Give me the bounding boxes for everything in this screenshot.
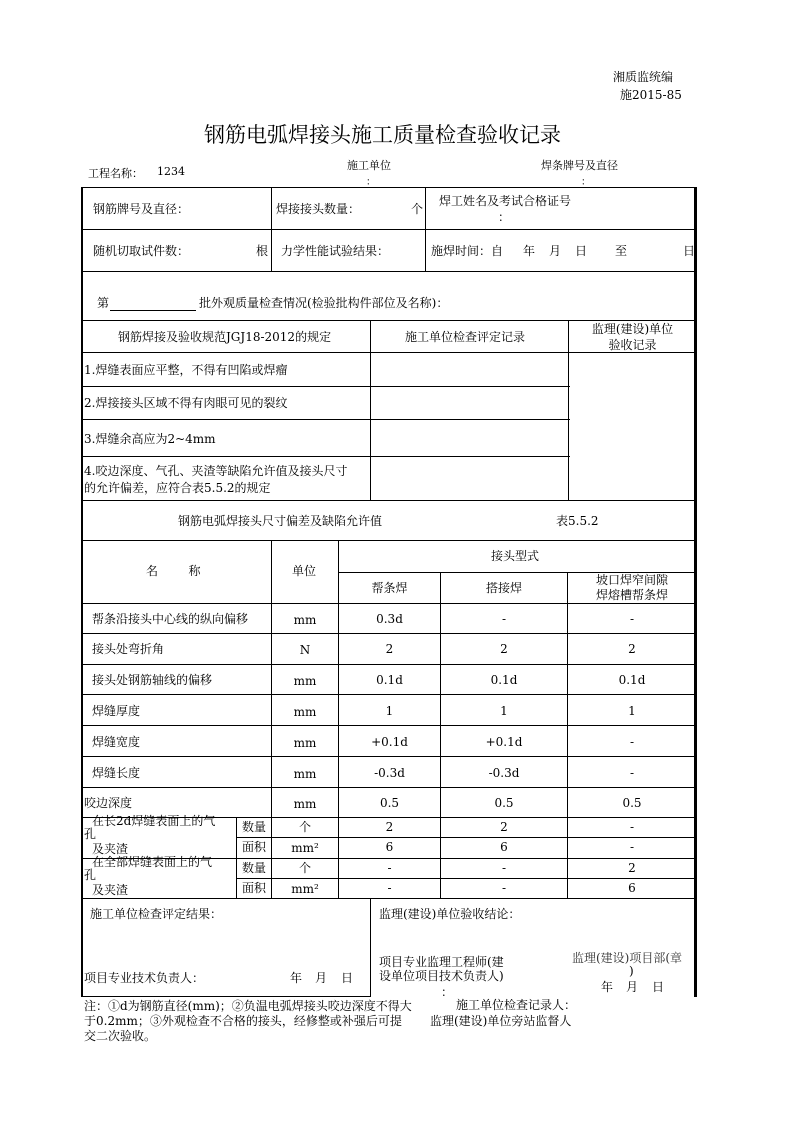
joint-type-header: 接头型式 [491,549,540,563]
form-code: 施2015-85 [620,88,682,102]
tol-row-3-name: 接头处钢筋轴线的偏移 [92,673,213,687]
tol-row-1-unit: mm [293,613,317,627]
pore-r2-v1: 6 [385,840,394,854]
weld-day-end: 日 [683,244,696,258]
tol-row-7-unit: mm [293,797,317,811]
supervision-signer-line1: 项目专业监理工程师(建 [379,955,504,969]
tol-row-3-v2: 0.1d [490,673,518,687]
tol-row-2-v1: 2 [385,642,394,656]
pore-group-1-line2: 孔 [84,827,97,841]
tolerance-table-no: 表5.5.2 [556,514,599,528]
supervision-conclusion-title: 监理(建设)单位验收结论： [379,907,521,921]
construction-result-title: 施工单位检查评定结果： [90,907,223,921]
weld-day: 日 [575,244,588,258]
form-org: 湘质监统编 [613,70,674,84]
pore-r4-unit: mm² [291,882,319,896]
pore-r3-v2: - [501,861,507,875]
sample-count-unit: 根 [256,244,269,258]
tol-row-2-v3: 2 [628,642,636,656]
pore-r2-v3: - [629,840,635,854]
unit-label: 施工单位 [347,159,391,172]
tol-row-6-v3: - [629,766,635,780]
pore-r4-sub: 面积 [241,881,266,895]
joint-count-label: 焊接接头数量： [276,202,361,216]
pore-r2-sub: 面积 [241,840,266,854]
tol-row-6-name: 焊缝长度 [92,766,141,780]
welder-label: 焊工姓名及考试合格证号 [439,194,572,208]
weld-year: 年 [523,244,536,258]
tol-row-5-name: 焊缝宽度 [92,735,141,749]
project-value: 1234 [157,165,185,178]
tol-row-4-v1: 1 [385,704,394,718]
pore-r3-sub: 数量 [241,861,266,875]
pore-r2-v2: 6 [500,840,508,854]
construction-signer-label: 项目专业技术负责人： [84,971,205,985]
note-line-1: 注：①d为钢筋直径(mm)；②负温电弧焊接头咬边深度不得大 [84,999,412,1013]
batch-number-blank [110,310,196,311]
tol-row-2-unit: N [299,643,311,657]
construction-sign-day: 日 [341,971,354,985]
construction-header: 施工单位检查评定记录 [405,330,526,344]
pore-r4-v2: - [501,881,507,895]
pore-r1-sub: 数量 [241,820,266,834]
pore-group-2-line3: 及夹渣 [92,883,129,897]
page-title: 钢筋电弧焊接头施工质量检查验收记录 [204,123,561,147]
tol-row-4-name: 焊缝厚度 [92,704,141,718]
tol-row-5-v3: - [629,735,635,749]
check-item-4-line1: 4.咬边深度、气孔、夹渣等缺陷允许值及接头尺寸 [84,464,348,478]
supervision-sign-month: 月 [626,980,639,994]
supervision-header-line1: 监理(建设)单位 [591,322,674,336]
tol-row-3-v3: 0.1d [618,673,646,687]
tol-row-6-v2: -0.3d [488,766,520,780]
joint-count-unit: 个 [411,202,424,216]
pore-r3-unit: 个 [298,861,311,875]
tol-row-6-unit: mm [293,767,317,781]
tol-row-5-unit: mm [293,736,317,750]
note-line-2: 于0.2mm；③外观检查不合格的接头，经修整或补强后可提 [84,1014,402,1028]
construction-sign-year: 年 [290,971,303,985]
tol-row-1-name: 帮条沿接头中心线的纵向偏移 [92,612,249,626]
tol-row-3-v1: 0.1d [376,673,403,687]
supervision-signer-line2: 设单位项目技术负责人) [379,969,504,983]
pore-r1-v2: 2 [500,820,508,834]
pore-r3-v1: - [387,861,392,875]
recorder-label: 施工单位检查记录人： [456,998,577,1012]
weld-to: 至 [615,244,628,258]
pore-r2-unit: mm² [291,841,319,855]
tol-row-1-v2: - [501,612,507,626]
tol-row-7-name: 咬边深度 [84,796,133,810]
pore-r1-unit: 个 [298,820,311,834]
check-item-2: 2.焊接接头区域不得有肉眼可见的裂纹 [84,396,288,410]
tol-row-4-v3: 1 [628,704,636,718]
unit-colon: ： [366,177,376,188]
spec-header: 钢筋焊接及验收规范JGJ18-2012的规定 [118,330,332,344]
note-line-3: 交二次验收。 [84,1029,157,1043]
tol-row-7-v1: 0.5 [379,796,400,810]
col-pokou-header-1: 坡口焊窄间隙 [595,573,668,587]
rod-colon: ： [581,177,591,188]
tol-row-2-v2: 2 [500,642,508,656]
pore-r3-v3: 2 [628,861,636,875]
tol-row-7-v2: 0.5 [494,796,514,810]
supervision-sign-day: 日 [652,980,665,994]
pore-r4-v1: - [387,881,392,895]
weld-time-label: 施焊时间：自 [431,244,504,258]
mech-result-label: 力学性能试验结果： [281,244,390,258]
tol-row-3-unit: mm [293,674,317,688]
welder-colon: ： [498,210,511,224]
construction-sign-month: 月 [315,971,328,985]
tol-row-5-v1: +0.1d [371,735,408,749]
tol-name-header: 名 称 [146,564,201,578]
tol-row-1-v3: - [629,612,635,626]
supervision-sign-year: 年 [601,980,614,994]
rod-label: 焊条牌号及直径 [541,159,618,172]
col-dajie-header: 搭接焊 [485,581,522,595]
sample-count-label: 随机切取试件数： [93,244,190,258]
pore-group-2-line1: 在全部焊缝表面上的气 [92,855,213,869]
batch-description: 批外观质量检查情况(检验批构件部位及名称)： [199,296,449,310]
tol-row-1-v1: 0.3d [376,612,403,626]
check-item-1: 1.焊缝表面应平整，不得有凹陷或焊瘤 [84,363,288,377]
pore-group-1-line1: 在长2d焊缝表面上的气 [92,814,216,828]
tol-row-7-v3: 0.5 [622,796,642,810]
col-bangtiao-header: 帮条焊 [371,581,408,595]
supervision-header-line2: 验收记录 [608,338,657,352]
check-item-4-line2: 的允许偏差，应符合表5.5.2的规定 [84,481,271,495]
check-item-3: 3.焊缝余高应为2~4mm [84,432,216,446]
steel-grade-label: 钢筋牌号及直径： [93,202,190,216]
supervision-signer-colon: ： [441,985,454,999]
tol-row-2-name: 接头处弯折角 [92,642,165,656]
supervision-seal-close: ) [629,964,634,978]
tol-unit-header: 单位 [292,564,317,578]
tol-row-4-v2: 1 [500,704,508,718]
tol-row-5-v2: +0.1d [485,735,523,749]
pore-r1-v1: 2 [385,820,394,834]
tolerance-title: 钢筋电弧焊接头尺寸偏差及缺陷允许值 [178,514,383,528]
tol-row-4-unit: mm [293,705,317,719]
batch-prefix: 第 [97,296,110,310]
col-pokou-header-2: 焊熔槽帮条焊 [595,588,668,602]
tol-row-6-v1: -0.3d [374,766,405,780]
pore-group-2-line2: 孔 [84,868,97,882]
pore-r1-v3: - [629,820,635,834]
supervision-seal-label: 监理(建设)项目部(章 [572,951,683,965]
pore-r4-v3: 6 [628,881,636,895]
weld-month: 月 [549,244,562,258]
pore-group-1-line3: 及夹渣 [92,842,129,856]
witness-label: 监理(建设)单位旁站监督人 [430,1014,572,1028]
project-label: 工程名称： [88,167,143,180]
